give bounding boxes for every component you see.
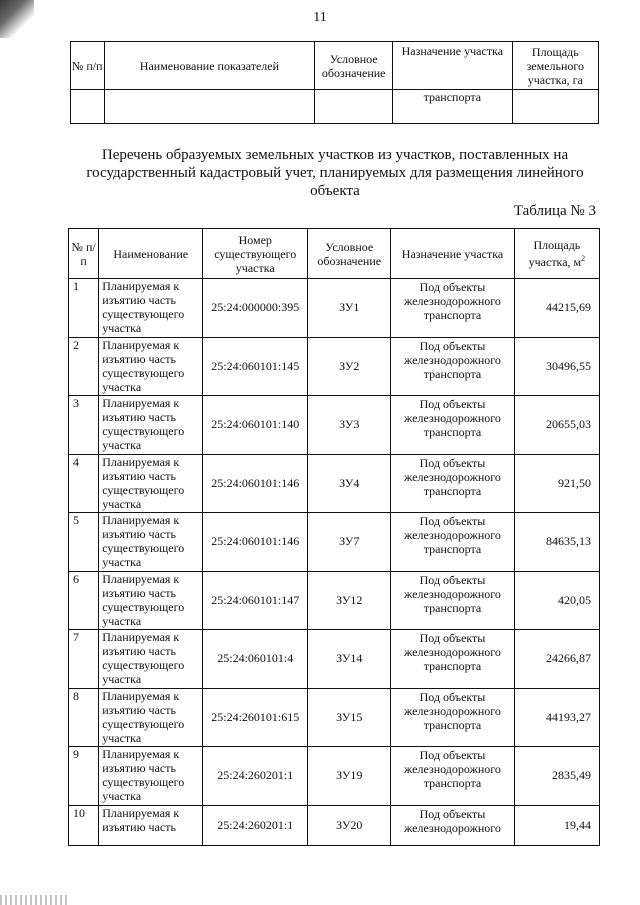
header-name: Наименование <box>99 229 203 279</box>
cell-num: 9 <box>69 747 99 806</box>
table-label: Таблица № 3 <box>513 203 596 219</box>
table-row <box>69 337 600 396</box>
table-header-row <box>69 229 600 279</box>
table-row <box>69 688 600 747</box>
header-area-unit-sup: 2 <box>581 254 586 263</box>
cell-cadastral-number: 25:24:060101:4 <box>203 630 308 689</box>
table-row <box>69 396 600 455</box>
scan-artifact-bottom <box>0 895 70 905</box>
cell-cadastral-number: 25:24:060101:145 <box>203 337 308 396</box>
cell-num: 7 <box>69 630 99 689</box>
cell-name: Планируемая к изъятию часть существующего участка <box>99 513 203 572</box>
cell-cadastral-number: 25:24:060101:146 <box>203 513 308 572</box>
header-purpose: Назначение участка <box>393 42 513 90</box>
cell-num: 8 <box>69 688 99 747</box>
section-heading: Перечень образуемых земельных участков из участков, поставленных на государственный кадастровый учет, планируемых для размещения линейного объекта <box>86 147 584 199</box>
cell-area: 44193,27 <box>514 688 599 747</box>
header-area: Площадь земельного участка, га <box>512 42 598 90</box>
cell-symbol: ЗУ2 <box>308 337 391 396</box>
header-area-label: Площадь участка, м <box>528 238 582 269</box>
cell-symbol <box>315 90 393 124</box>
cell-cadastral-number: 25:24:000000:395 <box>203 279 308 338</box>
header-num: № п/п <box>69 229 99 279</box>
cell-area <box>512 90 598 124</box>
cell-purpose: Под объекты железнодорожного транспорта <box>391 630 515 689</box>
cell-area: 84635,13 <box>514 513 599 572</box>
cell-symbol: ЗУ1 <box>308 279 391 338</box>
cell-purpose: Под объекты железнодорожного транспорта <box>391 396 515 455</box>
header-area <box>514 229 599 279</box>
page-number: 11 <box>313 10 327 25</box>
cell-purpose: Под объекты железнодорожного транспорта <box>391 571 515 630</box>
cell-area: 44215,69 <box>514 279 599 338</box>
cell-cadastral-number: 25:24:060101:140 <box>203 396 308 455</box>
cell-area: 20655,03 <box>514 396 599 455</box>
cell-name: Планируемая к изъятию часть существующего участка <box>99 747 203 806</box>
cell-area: 420,05 <box>514 571 599 630</box>
cell-name: Планируемая к изъятию часть существующего участка <box>99 688 203 747</box>
header-name: Наименование показателей <box>104 42 315 90</box>
table-row <box>69 747 600 806</box>
table-row <box>69 571 600 630</box>
cell-purpose: Под объекты железнодорожного транспорта <box>391 688 515 747</box>
cell-cadastral-number: 25:24:260201:1 <box>203 747 308 806</box>
header-symbol: Условное обозначение <box>308 229 391 279</box>
header-num: № п/п <box>71 42 105 90</box>
cell-num: 6 <box>69 571 99 630</box>
cell-name: Планируемая к изъятию часть существующего участка <box>99 279 203 338</box>
header-purpose: Назначение участка <box>391 229 515 279</box>
cell-num: 1 <box>69 279 99 338</box>
table-row <box>69 513 600 572</box>
cell-symbol: ЗУ19 <box>308 747 391 806</box>
table-header-row <box>71 42 599 90</box>
table-row <box>69 630 600 689</box>
cell-num: 4 <box>69 454 99 513</box>
cell-num: 5 <box>69 513 99 572</box>
cell-name <box>104 90 315 124</box>
cell-cadastral-number: 25:24:060101:147 <box>203 571 308 630</box>
cell-area: 19,44 <box>514 805 599 845</box>
cell-num: 3 <box>69 396 99 455</box>
header-symbol: Условное обозначение <box>315 42 393 90</box>
cell-name: Планируемая к изъятию часть существующего участка <box>99 571 203 630</box>
cell-purpose: Под объекты железнодорожного транспорта <box>391 454 515 513</box>
continuation-table <box>70 41 599 124</box>
cell-cadastral-number: 25:24:260101:615 <box>203 688 308 747</box>
cell-symbol: ЗУ4 <box>308 454 391 513</box>
table-row <box>69 805 600 845</box>
header-cadastral-number: Номер существующего участка <box>203 229 308 279</box>
table-row <box>71 90 599 124</box>
cell-area: 2835,49 <box>514 747 599 806</box>
cell-cadastral-number: 25:24:260201:1 <box>203 805 308 845</box>
cell-symbol: ЗУ7 <box>308 513 391 572</box>
table-row <box>69 454 600 513</box>
cell-name: Планируемая к изъятию часть <box>99 805 203 845</box>
cell-cadastral-number: 25:24:060101:146 <box>203 454 308 513</box>
cell-num: 10 <box>69 805 99 845</box>
cell-num <box>71 90 105 124</box>
cell-name: Планируемая к изъятию часть существующего участка <box>99 337 203 396</box>
cell-name: Планируемая к изъятию часть существующего участка <box>99 454 203 513</box>
cell-symbol: ЗУ3 <box>308 396 391 455</box>
cell-num: 2 <box>69 337 99 396</box>
cell-symbol: ЗУ20 <box>308 805 391 845</box>
cell-symbol: ЗУ14 <box>308 630 391 689</box>
cell-purpose: Под объекты железнодорожного транспорта <box>391 513 515 572</box>
land-plots-table <box>68 228 600 846</box>
cell-symbol: ЗУ15 <box>308 688 391 747</box>
cell-area: 921,50 <box>514 454 599 513</box>
cell-purpose: транспорта <box>393 90 513 124</box>
cell-purpose: Под объекты железнодорожного транспорта <box>391 279 515 338</box>
cell-purpose: Под объекты железнодорожного <box>391 805 515 845</box>
cell-area: 30496,55 <box>514 337 599 396</box>
cell-purpose: Под объекты железнодорожного транспорта <box>391 747 515 806</box>
cell-name: Планируемая к изъятию часть существующего участка <box>99 396 203 455</box>
table-row <box>69 279 600 338</box>
cell-symbol: ЗУ12 <box>308 571 391 630</box>
cell-area: 24266,87 <box>514 630 599 689</box>
cell-name: Планируемая к изъятию часть существующего участка <box>99 630 203 689</box>
cell-purpose: Под объекты железнодорожного транспорта <box>391 337 515 396</box>
